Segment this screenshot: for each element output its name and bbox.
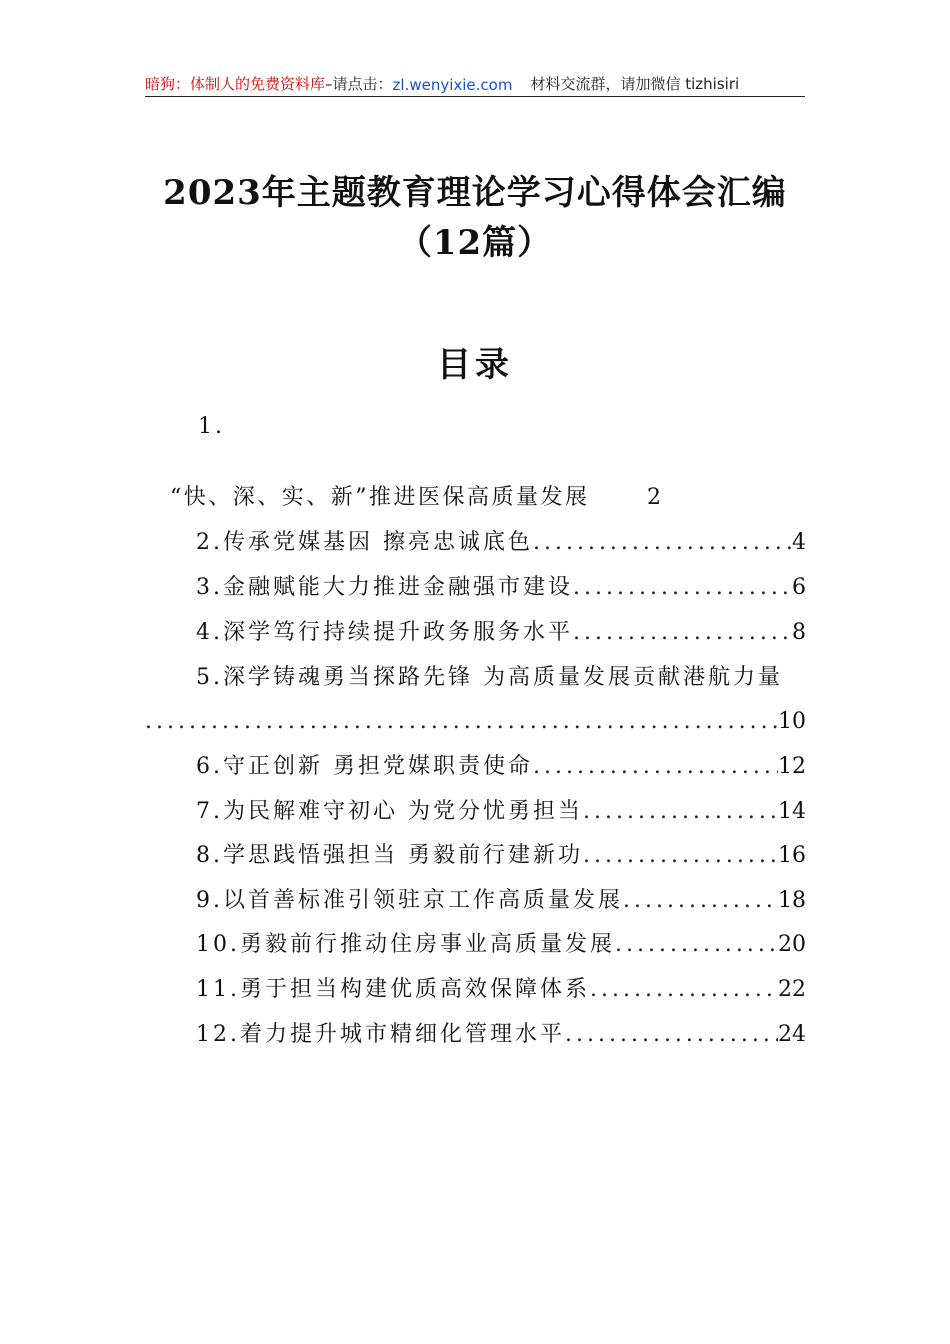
toc-item-title: 10.勇毅前行推动住房事业高质量发展 (196, 932, 615, 957)
toc-item-page: 10 (778, 709, 806, 734)
header-group-note: 材料交流群，请加微信 tizhisiri (530, 75, 740, 93)
toc-item-title: 8.学思践悟强担当 勇毅前行建新功 (196, 843, 583, 868)
header-url-link[interactable]: zl.wenyixie.com (392, 76, 513, 94)
toc-item[interactable] (196, 975, 806, 1005)
toc-leader-dots (533, 528, 792, 558)
toc-item-title: 2.传承党媒基因 擦亮忠诚底色 (196, 530, 533, 555)
toc-item-title: 9.以首善标准引领驻京工作高质量发展 (196, 888, 623, 913)
document-title: 2023年主题教育理论学习心得体会汇编 (163, 173, 787, 213)
toc-item-page: 24 (778, 1022, 806, 1047)
toc-item-page: 4 (792, 530, 806, 555)
toc-item-1-page: 2 (647, 485, 664, 510)
toc-item[interactable] (196, 841, 806, 871)
toc-leader-dots (615, 930, 778, 960)
toc-leader-dots (583, 797, 778, 827)
toc-item-title: 11.勇于担当构建优质高效保障体系 (196, 977, 590, 1002)
toc-item-page: 20 (778, 932, 806, 957)
toc-item[interactable] (196, 528, 806, 558)
toc-item-title: 6.守正创新 勇担党媒职责使命 (196, 754, 533, 779)
toc-item-page: 22 (778, 977, 806, 1002)
toc-item[interactable] (196, 573, 806, 603)
toc-item[interactable] (196, 886, 806, 916)
header-brand: 暗狗：体制人的免费资料库 (145, 75, 326, 93)
toc-item[interactable] (196, 930, 806, 960)
toc-item-page: 14 (778, 799, 806, 824)
toc-item-5-title[interactable]: 5.深学铸魂勇当探路先锋 为高质量发展贡献港航力量 (196, 665, 783, 690)
toc-item-title: 12.着力提升城市精细化管理水平 (196, 1022, 565, 1047)
toc-item[interactable] (196, 797, 806, 827)
page-header (145, 68, 805, 97)
toc-leader-dots (590, 975, 778, 1005)
toc-item-1-title[interactable]: “快、深、实、新”推进医保高质量发展 (170, 485, 590, 510)
toc-item[interactable] (196, 752, 806, 782)
toc-item-1-number[interactable]: 1. (198, 414, 225, 439)
toc-leader-dots (583, 841, 778, 871)
toc-item-page: 8 (792, 620, 806, 645)
toc-item-page: 18 (778, 888, 806, 913)
toc-item-page: 6 (792, 575, 806, 600)
toc-leader-dots (573, 573, 792, 603)
toc-leader-dots (565, 1020, 778, 1050)
toc-item-page: 12 (778, 754, 806, 779)
toc-heading: 目录 (437, 345, 513, 385)
toc-item-title: 4.深学笃行持续提升政务服务水平 (196, 620, 573, 645)
toc-item[interactable] (196, 618, 806, 648)
document-subtitle: （12篇） (397, 223, 553, 263)
toc-item[interactable] (196, 1020, 806, 1050)
toc-item-5-leader (145, 707, 806, 737)
toc-leader-dots (533, 752, 778, 782)
toc-item-page: 16 (778, 843, 806, 868)
toc-item-title: 3.金融赋能大力推进金融强市建设 (196, 575, 573, 600)
toc-item-title: 7.为民解难守初心 为党分忧勇担当 (196, 799, 583, 824)
toc-leader-dots (623, 886, 778, 916)
toc-leader-dots (145, 707, 778, 737)
toc-leader-dots (573, 618, 792, 648)
header-prompt: –请点击： (325, 75, 393, 93)
